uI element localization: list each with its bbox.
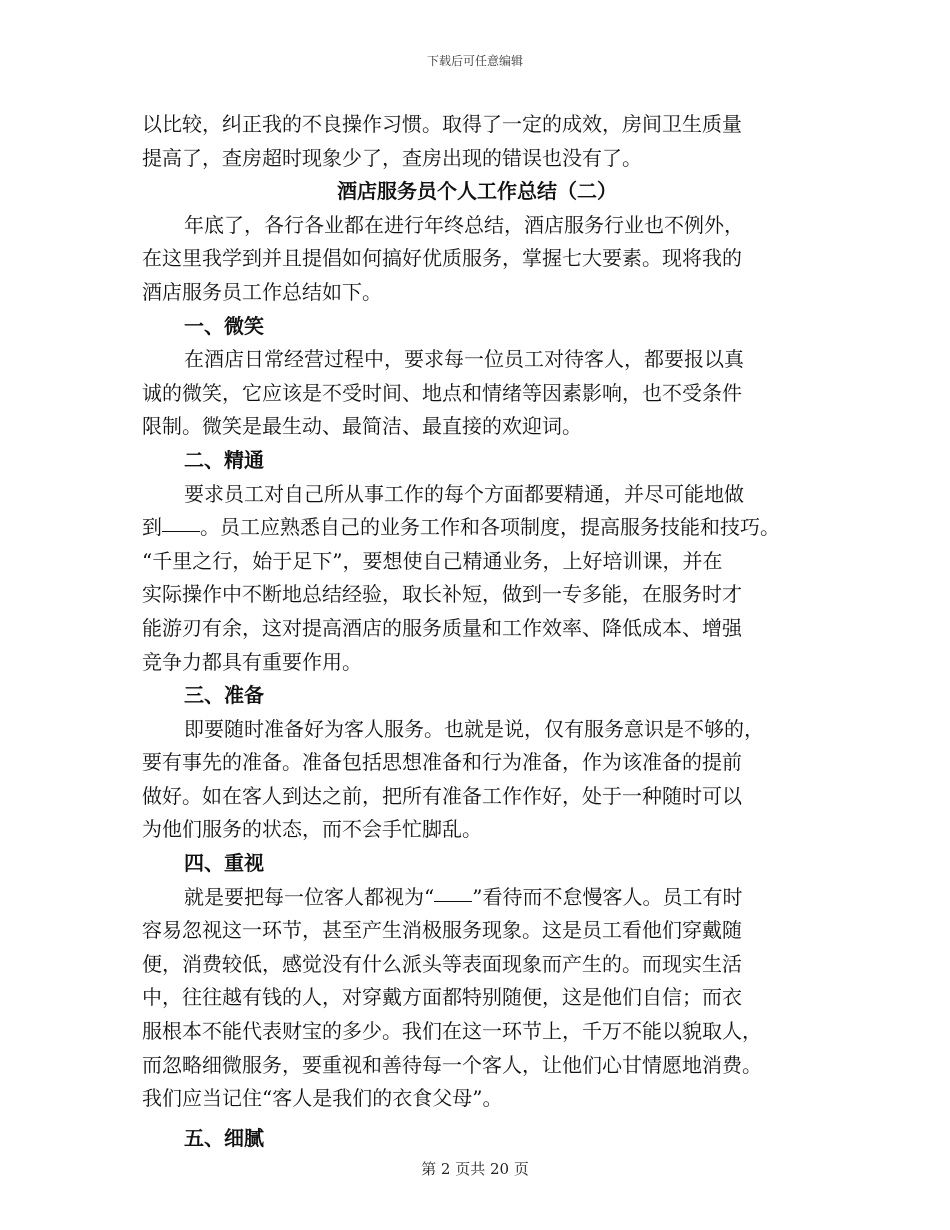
paragraph-line: 即要随时准备好为客人服务。也就是说，仅有服务意识是不够的， <box>184 716 764 741</box>
paragraph-line: 提高了，查房超时现象少了，查房出现的错误也没有了。 <box>142 145 642 170</box>
text-fragment: 到 <box>142 515 162 540</box>
section-title: 酒店服务员个人工作总结（二） <box>337 179 617 204</box>
heading-attention: 四、重视 <box>184 851 264 876</box>
text-fragment: 就是要把每一位客人都视为“ <box>184 884 435 909</box>
paragraph-line: 在酒店日常经营过程中，要求每一位员工对待客人，都要报以真 <box>184 347 744 372</box>
paragraph-line: 在这里我学到并且提倡如何搞好优质服务，掌握七大要素。现将我的 <box>142 246 742 271</box>
heading-smile: 一、微笑 <box>184 313 264 338</box>
paragraph-line: 中，往往越有钱的人，对穿戴方面都特别随便，这是他们自信；而衣 <box>142 985 742 1010</box>
paragraph-line <box>142 511 812 545</box>
paragraph-line: “千里之行，始于足下”，要想使自己精通业务，上好培训课，并在 <box>142 548 723 573</box>
paragraph-line: 服根本不能代表财宝的多少。我们在这一环节上，千万不能以貌取人， <box>142 1019 762 1044</box>
heading-preparation: 三、准备 <box>184 683 264 708</box>
blank-underline <box>434 900 472 902</box>
paragraph-line: 限制。微笑是最生动、最简洁、最直接的欢迎词。 <box>142 414 582 439</box>
paragraph-line: 实际操作中不断地总结经验，取长补短，做到一专多能，在服务时才 <box>142 582 742 607</box>
text-fragment: ”看待而不怠慢客人。员工有时 <box>472 884 743 909</box>
text-fragment: 。员工应熟悉自己的业务工作和各项制度，提高服务技能和技巧。 <box>200 515 780 540</box>
paragraph-line: 容易忽视这一环节，甚至产生消极服务现象。这是员工看他们穿戴随 <box>142 918 742 943</box>
paragraph-line: 竞争力都具有重要作用。 <box>142 649 362 674</box>
blank-underline <box>162 530 200 532</box>
paragraph-line: 能游刃有余，这对提高酒店的服务质量和工作效率、降低成本、增强 <box>142 615 742 640</box>
paragraph-line: 年底了，各行各业都在进行年终总结，酒店服务行业也不例外， <box>184 212 744 237</box>
paragraph-line: 我们应当记住“客人是我们的衣食父母”。 <box>142 1086 503 1111</box>
paragraph-line: 要求员工对自己所从事工作的每个方面都要精通，并尽可能地做 <box>184 481 744 506</box>
paragraph-line: 为他们服务的状态，而不会手忙脚乱。 <box>142 817 482 842</box>
paragraph-line: 便，消费较低，感觉没有什么派头等表面现象而产生的。而现实生活 <box>142 951 742 976</box>
page-footer: 第 2 页共 20 页 <box>421 1160 529 1178</box>
paragraph-line: 酒店服务员工作总结如下。 <box>142 279 382 304</box>
paragraph-line: 诚的微笑，它应该是不受时间、地点和情绪等因素影响，也不受条件 <box>142 380 742 405</box>
paragraph-line: 而忽略细微服务，要重视和善待每一个客人，让他们心甘情愿地消费。 <box>142 1052 762 1077</box>
heading-proficiency: 二、精通 <box>184 447 264 472</box>
heading-meticulous: 五、细腻 <box>184 1125 264 1150</box>
document-body <box>142 108 812 1155</box>
paragraph-line: 做好。如在客人到达之前，把所有准备工作作好，处于一种随时可以 <box>142 783 742 808</box>
page-header: 下载后可任意编辑 <box>426 54 523 68</box>
paragraph-line: 以比较，纠正我的不良操作习惯。取得了一定的成效，房间卫生质量 <box>142 112 742 136</box>
paragraph-line: 要有事先的准备。准备包括思想准备和行为准备，作为该准备的提前 <box>142 750 742 775</box>
paragraph-line <box>142 881 812 915</box>
